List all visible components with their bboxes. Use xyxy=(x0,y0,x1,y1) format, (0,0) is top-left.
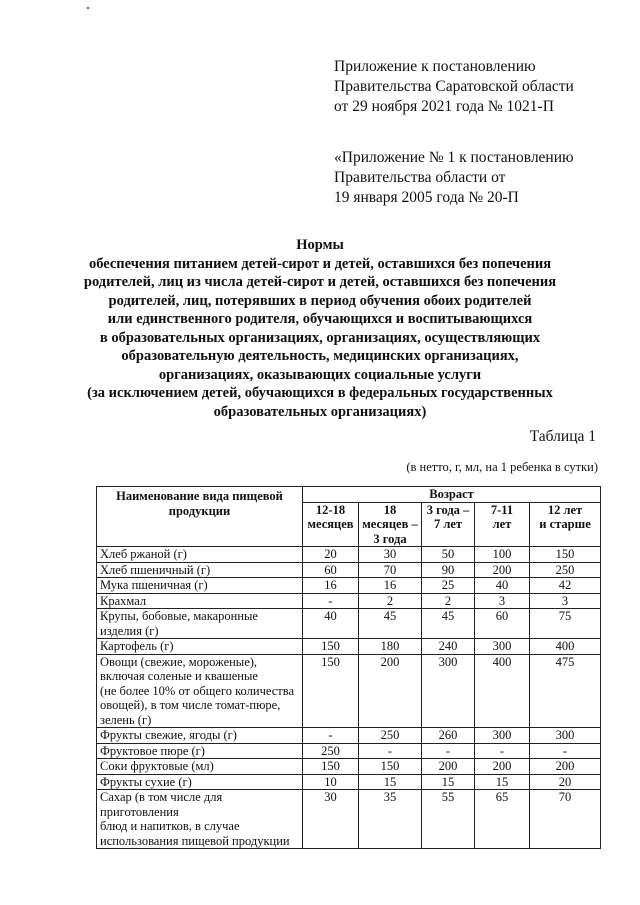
product-name-line: Мука пшеничная (г) xyxy=(100,578,208,592)
scan-speck xyxy=(87,7,89,9)
norm-value-cell: 16 xyxy=(359,578,422,594)
norm-value-cell: 55 xyxy=(422,790,475,849)
norm-value-cell: 300 xyxy=(475,639,530,655)
norm-value-cell: 60 xyxy=(475,609,530,639)
product-name-line: Хлеб пшеничный (г) xyxy=(100,562,211,577)
product-name-cell xyxy=(97,639,303,655)
age-group-line: 3 года – xyxy=(426,502,470,517)
table-row xyxy=(97,790,601,849)
product-name-cell xyxy=(97,578,303,594)
product-name-line: Сахар (в том числе для приготовления xyxy=(100,790,223,819)
age-group-line: 12 лет xyxy=(547,502,583,517)
product-name-line: Крахмал xyxy=(100,593,147,608)
norm-value-cell: 200 xyxy=(475,562,530,578)
norm-value-cell: - xyxy=(303,593,359,609)
title-line: организациях, оказывающих социальные услуги xyxy=(158,366,482,383)
age-group-line: лет xyxy=(492,517,512,531)
norm-value-cell: 250 xyxy=(303,743,359,759)
header-age: Возраст xyxy=(303,487,601,503)
norm-value-cell: 70 xyxy=(530,790,601,849)
appendix-main-line: Правительства Саратовской области xyxy=(334,78,574,95)
norm-value-cell: 300 xyxy=(530,728,601,744)
table-body xyxy=(97,547,601,849)
norm-value-cell: 15 xyxy=(422,774,475,790)
header-product-name: Наименование вида пищевой продукции xyxy=(97,487,303,547)
header-age-group xyxy=(303,502,359,547)
table-row xyxy=(97,578,601,594)
product-name-cell xyxy=(97,774,303,790)
norm-value-cell: - xyxy=(475,743,530,759)
title-line: в образовательных организациях, организациях, осуществляющих xyxy=(99,329,541,346)
norm-value-cell: 60 xyxy=(303,562,359,578)
product-name-cell xyxy=(97,547,303,563)
norm-value-cell: 200 xyxy=(475,759,530,775)
product-name-cell xyxy=(97,728,303,744)
age-group-line: 12-18 xyxy=(315,502,346,517)
norm-value-cell: 180 xyxy=(359,639,422,655)
norm-value-cell: 260 xyxy=(422,728,475,744)
norm-value-cell: - xyxy=(422,743,475,759)
norm-value-cell: 35 xyxy=(359,790,422,849)
norm-value-cell: - xyxy=(303,728,359,744)
norm-value-cell: 400 xyxy=(475,654,530,728)
norm-value-cell: 75 xyxy=(530,609,601,639)
table-row xyxy=(97,593,601,609)
product-name-cell xyxy=(97,743,303,759)
norm-value-cell: - xyxy=(359,743,422,759)
nutrition-norms-table xyxy=(96,486,601,849)
product-name-cell xyxy=(97,790,303,849)
norm-value-cell: 25 xyxy=(422,578,475,594)
norm-value-cell: - xyxy=(530,743,601,759)
table-row xyxy=(97,774,601,790)
norm-value-cell: 15 xyxy=(359,774,422,790)
units-note: (в нетто, г, мл, на 1 ребенка в сутки) xyxy=(406,460,598,474)
product-name-line: Овощи (свежие, мороженые), xyxy=(100,654,258,669)
appendix-main-line: Приложение к постановлению xyxy=(334,58,536,75)
appendix-main xyxy=(334,57,574,117)
table-row xyxy=(97,562,601,578)
norm-value-cell: 3 xyxy=(530,593,601,609)
table-row xyxy=(97,743,601,759)
product-name-line: Картофель (г) xyxy=(100,639,174,653)
document-title xyxy=(0,236,640,421)
norm-value-cell: 2 xyxy=(359,593,422,609)
title-heading: Нормы xyxy=(296,237,344,253)
norm-value-cell: 20 xyxy=(530,774,601,790)
product-name-cell xyxy=(97,654,303,728)
norm-value-cell: 400 xyxy=(530,639,601,655)
product-name-line: овощей), в том числе томат-пюре, xyxy=(100,698,281,712)
table-row xyxy=(97,609,601,639)
norm-value-cell: 50 xyxy=(422,547,475,563)
age-group-line: месяцев xyxy=(307,517,354,531)
product-name-line: использования пищевой продукции xyxy=(100,833,290,848)
norm-value-cell: 200 xyxy=(359,654,422,728)
product-name-line: Хлеб ржаной (г) xyxy=(100,547,187,561)
norm-value-cell: 30 xyxy=(359,547,422,563)
norm-value-cell: 200 xyxy=(422,759,475,775)
age-group-line: месяцев – xyxy=(362,517,418,531)
table-header-row xyxy=(97,487,601,503)
table-row xyxy=(97,728,601,744)
norm-value-cell: 10 xyxy=(303,774,359,790)
appendix-sub-line: 19 января 2005 года № 20-П xyxy=(334,189,519,206)
norm-value-cell: 65 xyxy=(475,790,530,849)
product-name-line: включая соленые и квашеные xyxy=(100,669,258,683)
norm-value-cell: 90 xyxy=(422,562,475,578)
norm-value-cell: 40 xyxy=(303,609,359,639)
norm-value-cell: 15 xyxy=(475,774,530,790)
norm-value-cell: 250 xyxy=(359,728,422,744)
norm-value-cell: 2 xyxy=(422,593,475,609)
header-age-group xyxy=(422,502,475,547)
product-name-line: зелень (г) xyxy=(100,712,152,727)
table-label: Таблица 1 xyxy=(529,428,596,445)
product-name-line: (не более 10% от общего количества xyxy=(100,683,295,698)
norm-value-cell: 70 xyxy=(359,562,422,578)
norm-value-cell: 150 xyxy=(530,547,601,563)
header-age-group xyxy=(475,502,530,547)
norm-value-cell: 45 xyxy=(359,609,422,639)
title-line: образовательных организациях) xyxy=(213,403,427,420)
age-group-line: 3 года xyxy=(373,531,407,546)
appendix-main-line: от 29 ноября 2021 года № 1021-П xyxy=(334,98,554,115)
product-name-line: Крупы, бобовые, макаронные xyxy=(100,609,258,623)
table-row xyxy=(97,639,601,655)
table-row xyxy=(97,759,601,775)
product-name-line: блюд и напитков, в случае xyxy=(100,819,240,833)
table-row xyxy=(97,654,601,728)
norm-value-cell: 300 xyxy=(475,728,530,744)
product-name-cell xyxy=(97,562,303,578)
norm-value-cell: 150 xyxy=(303,639,359,655)
age-group-line: 18 xyxy=(383,502,397,517)
product-name-cell xyxy=(97,593,303,609)
norm-value-cell: 16 xyxy=(303,578,359,594)
title-line: образовательную деятельность, медицинских организациях, xyxy=(121,348,519,364)
appendix-sub xyxy=(334,148,574,208)
header-age-group xyxy=(359,502,422,547)
age-group-line: и старше xyxy=(539,517,591,531)
norm-value-cell: 475 xyxy=(530,654,601,728)
product-name-line: Фруктовое пюре (г) xyxy=(100,743,205,758)
norm-value-cell: 3 xyxy=(475,593,530,609)
product-name-line: Фрукты сухие (г) xyxy=(100,774,192,789)
norm-value-cell: 150 xyxy=(303,654,359,728)
product-name-line: изделия (г) xyxy=(100,623,159,638)
norm-value-cell: 150 xyxy=(303,759,359,775)
norm-value-cell: 20 xyxy=(303,547,359,563)
product-name-cell xyxy=(97,609,303,639)
title-line: обеспечения питанием детей-сирот и детей, оставшихся без попечения xyxy=(88,255,552,272)
title-line: родителей, лиц из числа детей-сирот и детей, оставшихся без попечения xyxy=(83,274,557,290)
norm-value-cell: 30 xyxy=(303,790,359,849)
title-line: родителей, лиц, потерявших в период обучения обоих родителей xyxy=(108,292,532,309)
title-line: или единственного родителя, обучающихся и воспитывающихся xyxy=(107,311,533,327)
appendix-sub-line: Правительства области от xyxy=(334,169,506,186)
product-name-line: Фрукты свежие, ягоды (г) xyxy=(100,728,237,742)
age-group-line: 7 лет xyxy=(433,517,463,531)
norm-value-cell: 200 xyxy=(530,759,601,775)
product-name-line: Соки фруктовые (мл) xyxy=(100,759,214,773)
norm-value-cell: 240 xyxy=(422,639,475,655)
norm-value-cell: 100 xyxy=(475,547,530,563)
appendix-sub-line: «Приложение № 1 к постановлению xyxy=(334,149,574,166)
norm-value-cell: 40 xyxy=(475,578,530,594)
age-group-line: 7-11 xyxy=(490,502,514,517)
norm-value-cell: 45 xyxy=(422,609,475,639)
header-age-group xyxy=(530,502,601,547)
norm-value-cell: 300 xyxy=(422,654,475,728)
title-line: (за исключением детей, обучающихся в федеральных государственных xyxy=(87,385,553,401)
norm-value-cell: 42 xyxy=(530,578,601,594)
product-name-cell xyxy=(97,759,303,775)
norm-value-cell: 250 xyxy=(530,562,601,578)
norm-value-cell: 150 xyxy=(359,759,422,775)
table-row xyxy=(97,547,601,563)
